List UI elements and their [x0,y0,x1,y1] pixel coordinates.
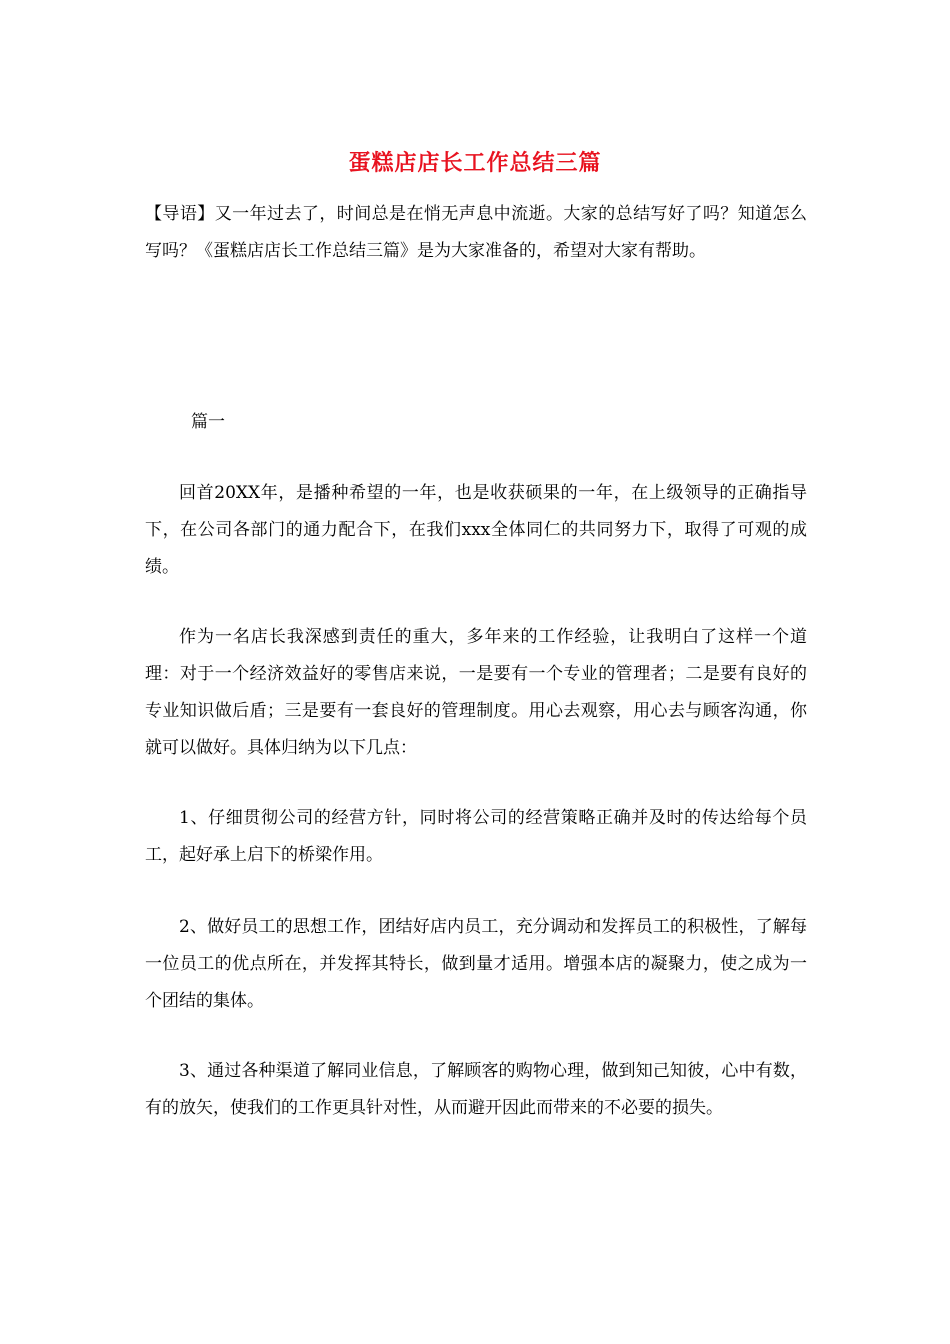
list-item-paragraph: 2、做好员工的思想工作，团结好店内员工，充分调动和发挥员工的积极性，了解每一位员工的优点所在，并发挥其特长，做到量才适用。增强本店的凝聚力，使之成为一个团结的集体。 [145,917,807,1011]
body-paragraph: 作为一名店长我深感到责任的重大，多年来的工作经验，让我明白了这样一个道理：对于一个经济效益好的零售店来说，一是要有一个专业的管理者；二是要有良好的专业知识做后盾；三是要有一套良好的管理制度。用心去观察，用心去与顾客沟通，你就可以做好。具体归纳为以下几点： [145,627,807,758]
section-heading: 篇一 [191,412,225,432]
intro-paragraph: 【导语】又一年过去了，时间总是在悄无声息中流逝。大家的总结写好了吗？知道怎么写吗？《蛋糕店店长工作总结三篇》是为大家准备的，希望对大家有帮助。 [145,204,807,261]
body-paragraph: 回首20XX年，是播种希望的一年，也是收获硕果的一年，在上级领导的正确指导下，在公司各部门的通力配合下，在我们xxx全体同仁的共同努力下，取得了可观的成绩。 [145,483,807,577]
document-title: 蛋糕店店长工作总结三篇 [348,150,602,176]
list-item-paragraph: 1、仔细贯彻公司的经营方针，同时将公司的经营策略正确并及时的传达给每个员工，起好承上启下的桥梁作用。 [145,808,807,865]
list-item-paragraph: 3、通过各种渠道了解同业信息，了解顾客的购物心理，做到知己知彼，心中有数，有的放矢，使我们的工作更具针对性，从而避开因此而带来的不必要的损失。 [145,1061,807,1118]
